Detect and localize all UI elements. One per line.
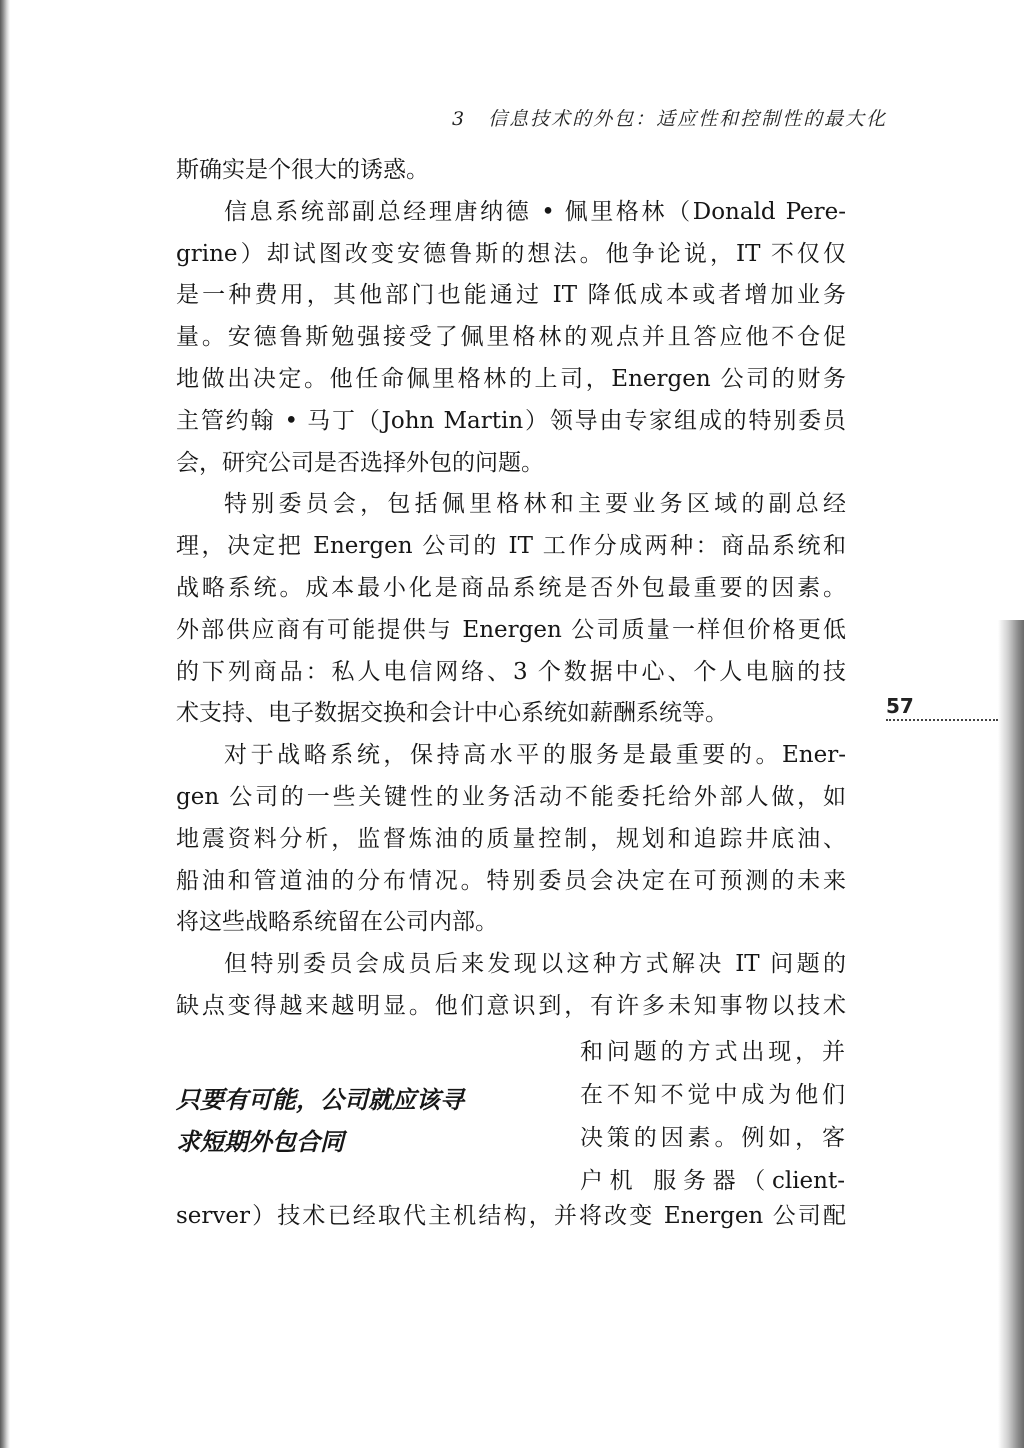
text-line: 会，研究公司是否选择外包的问题。 (176, 449, 544, 476)
text-line: 缺点变得越来越明显。他们意识到，有许多未知事物以技术 (176, 992, 846, 1019)
text-line: grine）却试图改变安德鲁斯的想法。他争论说，IT 不仅仅 (176, 240, 846, 267)
body-text-continued (176, 1196, 846, 1238)
text-line: 船油和管道油的分布情况。特别委员会决定在可预测的未来 (176, 867, 846, 894)
text-line: 量。安德鲁斯勉强接受了佩里格林的观点并且答应他不仓促 (176, 324, 846, 351)
text-line: 但特别委员会成员后来发现以这种方式解决 IT 问题的 (224, 951, 846, 978)
scan-edge-left (0, 0, 10, 1448)
text-line: 特别委员会，包括佩里格林和主要业务区域的副总经 (224, 491, 846, 518)
text-line: 地震资料分析，监督炼油的质量控制，规划和追踪井底油、 (176, 825, 846, 852)
text-line: 对于战略系统，保持高水平的服务是最重要的。Ener- (224, 742, 846, 769)
text-line: 在不知不觉中成为他们 (580, 1082, 845, 1108)
text-line: 将这些战略系统留在公司内部。 (176, 909, 498, 936)
wrapped-text-column (580, 1031, 845, 1203)
scan-edge-right (998, 620, 1024, 1448)
text-line: 主管约翰 • 马丁（John Martin）领导由专家组成的特别委员 (176, 407, 846, 434)
text-line: 外部供应商有可能提供与 Energen 公司质量一样但价格更低 (176, 616, 846, 643)
text-line: 斯确实是个很大的诱惑。 (176, 157, 429, 183)
text-line: 决策的因素。例如，客 (580, 1125, 845, 1151)
running-header (452, 104, 912, 131)
pull-quote (176, 1079, 536, 1163)
text-line: server）技术已经取代主机结构，并将改变 Energen 公司配 (176, 1203, 846, 1229)
chapter-title: 信息技术的外包：适应性和控制性的最大化 (488, 108, 888, 130)
pull-quote-line: 求短期外包合同 (176, 1127, 344, 1156)
page-number-rule (886, 719, 998, 721)
text-line: 信息系统部副总经理唐纳德 • 佩里格林（Donald Pere- (224, 198, 846, 225)
text-line: 理，决定把 Energen 公司的 IT 工作分成两种：商品系统和 (176, 533, 846, 560)
text-line: 地做出决定。他任命佩里格林的上司，Energen 公司的财务 (176, 365, 846, 392)
body-text (176, 150, 846, 1028)
text-line: 和问题的方式出现，并 (580, 1039, 845, 1065)
chapter-number: 3 (452, 108, 467, 130)
pull-quote-line: 只要有可能，公司就应该寻 (176, 1085, 464, 1114)
page-number: 57 (886, 694, 914, 718)
text-line: 的下列商品：私人电信网络、3 个数据中心、个人电脑的技 (176, 658, 846, 685)
text-line: 术支持、电子数据交换和会计中心系统如薪酬系统等。 (176, 700, 728, 727)
text-line: 户机 服务器（client- (580, 1168, 845, 1194)
text-line: 战略系统。成本最小化是商品系统是否外包最重要的因素。 (176, 574, 846, 601)
text-line: 是一种费用，其他部门也能通过 IT 降低成本或者增加业务 (176, 282, 846, 309)
text-line: gen 公司的一些关键性的业务活动不能委托给外部人做，如 (176, 783, 846, 810)
